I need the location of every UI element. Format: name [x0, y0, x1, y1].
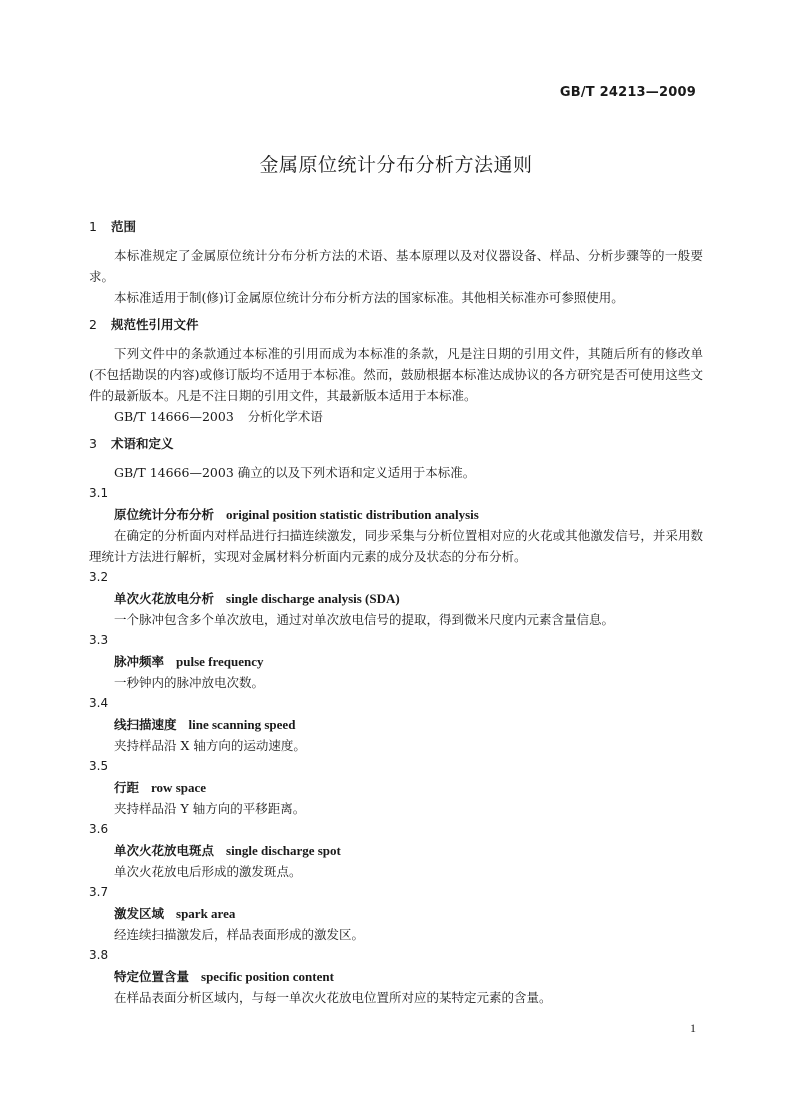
term-chinese: 单次火花放电斑点 [114, 843, 215, 858]
term-entry [89, 483, 703, 567]
reference-title: 分析化学术语 [247, 409, 323, 424]
term-definition: 一个脉冲包含多个单次放电，通过对单次放电信号的提取，得到微米尺度内元素含量信息。 [114, 612, 615, 627]
standard-code: GB/T 24213—2009 [559, 85, 696, 100]
term-number: 3.4 [89, 696, 109, 710]
paragraph: GB/T 14666—2003 确立的以及下列术语和定义适用于本标准。 [114, 465, 476, 480]
term-english: line scanning speed [188, 717, 296, 732]
term-english: pulse frequency [176, 654, 264, 669]
page-number: 1 [690, 1021, 696, 1035]
term-heading [89, 966, 703, 987]
term-heading [89, 504, 703, 525]
term-chinese: 激发区域 [114, 906, 165, 921]
term-chinese: 特定位置含量 [114, 969, 190, 984]
term-entry [89, 756, 703, 819]
term-definition: 在样品表面分析区域内，与每一单次火花放电位置所对应的某特定元素的含量。 [114, 990, 552, 1005]
term-number: 3.5 [89, 759, 109, 773]
term-entry [89, 567, 703, 630]
term-heading [89, 777, 703, 798]
term-chinese: 原位统计分布分析 [114, 507, 215, 522]
term-chinese: 线扫描速度 [114, 717, 177, 732]
term-definition: 一秒钟内的脉冲放电次数。 [114, 675, 265, 690]
section-2-heading [89, 314, 703, 335]
document-title: 金属原位统计分布分析方法通则 [259, 154, 533, 176]
section-3-heading [89, 433, 703, 454]
term-english: single discharge spot [226, 843, 341, 858]
term-entry [89, 819, 703, 882]
paragraph: 下列文件中的条款通过本标准的引用而成为本标准的条款，凡是注日期的引用文件，其随后所有的修改单(不包括勘误的内容)或修订版均不适用于本标准。然而，鼓励根据本标准达成协议的各方研究是否可使用这些文件的最新版本。凡是不注日期的引用文件，其最新版本适用于本标准。 [89, 346, 703, 403]
term-entry [89, 882, 703, 945]
term-english: original position statistic distribution analysis [226, 507, 479, 522]
normative-reference [89, 406, 703, 427]
term-definition: 夹持样品沿 X 轴方向的运动速度。 [114, 738, 306, 753]
term-entry [89, 693, 703, 756]
term-number: 3.2 [89, 570, 109, 584]
term-number: 3.8 [89, 948, 109, 962]
term-heading [89, 840, 703, 861]
term-english: specific position content [201, 969, 334, 984]
section-number: 1 [89, 219, 97, 234]
section-number: 2 [89, 317, 97, 332]
term-definition: 夹持样品沿 Y 轴方向的平移距离。 [114, 801, 306, 816]
term-number: 3.6 [89, 822, 109, 836]
paragraph: 本标准规定了金属原位统计分布分析方法的术语、基本原理以及对仪器设备、样品、分析步骤等的一般要求。 [89, 248, 703, 284]
term-entry [89, 945, 703, 1008]
section-title: 规范性引用文件 [111, 317, 199, 332]
document-body [89, 216, 703, 1008]
section-1-heading [89, 216, 703, 237]
term-heading [89, 588, 703, 609]
term-number: 3.7 [89, 885, 109, 899]
term-heading [89, 714, 703, 735]
term-number: 3.3 [89, 633, 109, 647]
term-definition: 在确定的分析面内对样品进行扫描连续激发，同步采集与分析位置相对应的火花或其他激发信号，并采用数理统计方法进行解析，实现对金属材料分析面内元素的成分及状态的分布分析。 [89, 528, 703, 564]
section-title: 范围 [111, 219, 137, 234]
term-definition: 经连续扫描激发后，样品表面形成的激发区。 [114, 927, 365, 942]
term-chinese: 单次火花放电分析 [114, 591, 215, 606]
term-heading [89, 903, 703, 924]
section-title: 术语和定义 [111, 436, 174, 451]
reference-code: GB/T 14666—2003 [114, 409, 234, 424]
term-english: spark area [176, 906, 236, 921]
term-number: 3.1 [89, 486, 109, 500]
term-definition: 单次火花放电后形成的激发斑点。 [114, 864, 302, 879]
term-chinese: 脉冲频率 [114, 654, 165, 669]
section-number: 3 [89, 436, 97, 451]
paragraph: 本标准适用于制(修)订金属原位统计分布分析方法的国家标准。其他相关标准亦可参照使用。 [114, 290, 624, 305]
term-entry [89, 630, 703, 693]
term-chinese: 行距 [114, 780, 140, 795]
term-english: row space [151, 780, 207, 795]
term-heading [89, 651, 703, 672]
term-english: single discharge analysis (SDA) [226, 591, 400, 606]
